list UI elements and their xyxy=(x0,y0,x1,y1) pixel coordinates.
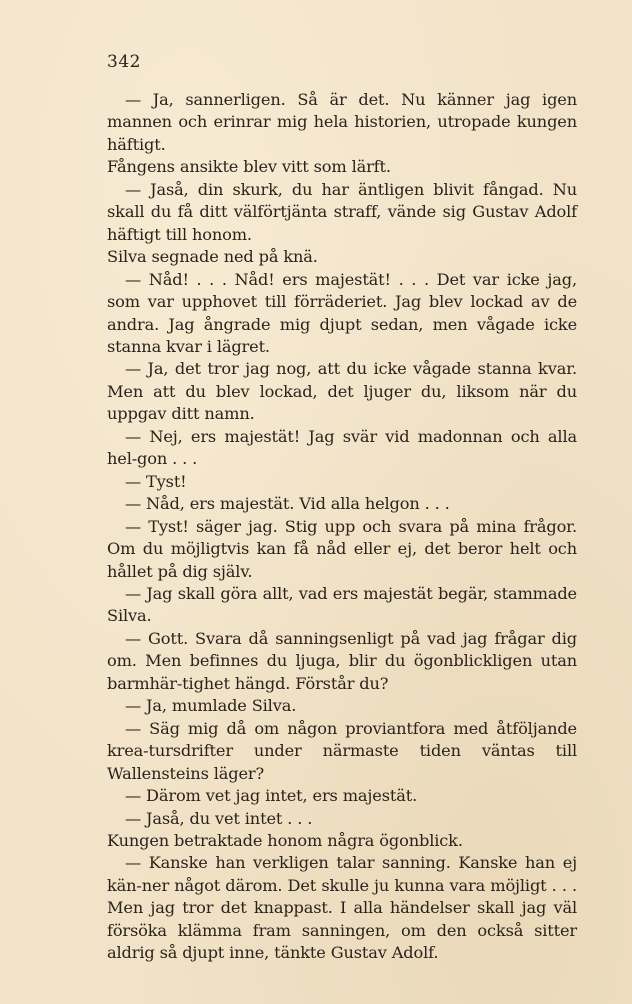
paragraph: — Nåd! . . . Nåd! ers majestät! . . . Det var icke jag, som var upphovet till förräderiet. Jag blev lockad av de andra. Jag ångrade mig djupt sedan, men vågade icke stanna kvar i lägret. xyxy=(107,269,577,356)
body-text xyxy=(107,89,577,965)
paragraph: — Kanske han verkligen talar sanning. Kanske han ej kän-ner något därom. Det skulle ju kunna vara möjligt . . . Men jag tror det knappast. I alla händelser skall jag väl försöka klämma fram sanningen, om den också sitter aldrig så djupt inne, tänkte Gustav Adolf. xyxy=(107,853,577,963)
paragraph: — Säg mig då om någon proviantfora med åtföljande krea-tursdrifter under närmaste tiden väntas till Wallensteins läger? xyxy=(107,718,577,783)
paragraph: — Gott. Svara då sanningsenligt på vad jag frågar dig om. Men befinnes du ljuga, blir du ögonblickligen utan barmhär-tighet hängd. Förstår du? xyxy=(107,628,577,693)
paragraph: — Nåd, ers majestät. Vid alla helgon . . . xyxy=(125,494,450,514)
paragraph: — Ja, det tror jag nog, att du icke vågade stanna kvar. Men att du blev lockad, det ljuger du, liksom när du uppgav ditt namn. xyxy=(107,359,577,424)
paragraph: — Ja, sannerligen. Så är det. Nu känner jag igen mannen och erinrar mig hela historien, utropade kungen häftigt. xyxy=(107,90,577,154)
paragraph: Fångens ansikte blev vitt som lärft. xyxy=(107,157,391,177)
paragraph: — Tyst! säger jag. Stig upp och svara på mina frågor. Om du möjligtvis kan få nåd eller ej, det beror helt och hållet på dig själv. xyxy=(107,516,577,581)
paragraph: — Jaså, din skurk, du har äntligen blivit fångad. Nu skall du få ditt välförtjänta straff, vände sig Gustav Adolf häftigt till honom. xyxy=(107,179,577,244)
paragraph: — Ja, mumlade Silva. xyxy=(125,696,297,716)
paragraph: Kungen betraktade honom några ögonblick. xyxy=(107,830,463,850)
paragraph: — Jag skall göra allt, vad ers majestät begär, stammade Silva. xyxy=(107,583,577,626)
paragraph: Silva segnade ned på knä. xyxy=(107,247,318,267)
paragraph: — Nej, ers majestät! Jag svär vid madonnan och alla hel-gon . . . xyxy=(107,426,577,469)
paragraph: — Jaså, du vet intet . . . xyxy=(125,808,313,828)
paragraph: — Tyst! xyxy=(125,471,187,491)
paragraph: — Därom vet jag intet, ers majestät. xyxy=(125,786,418,806)
page-number: 342 xyxy=(107,52,141,72)
